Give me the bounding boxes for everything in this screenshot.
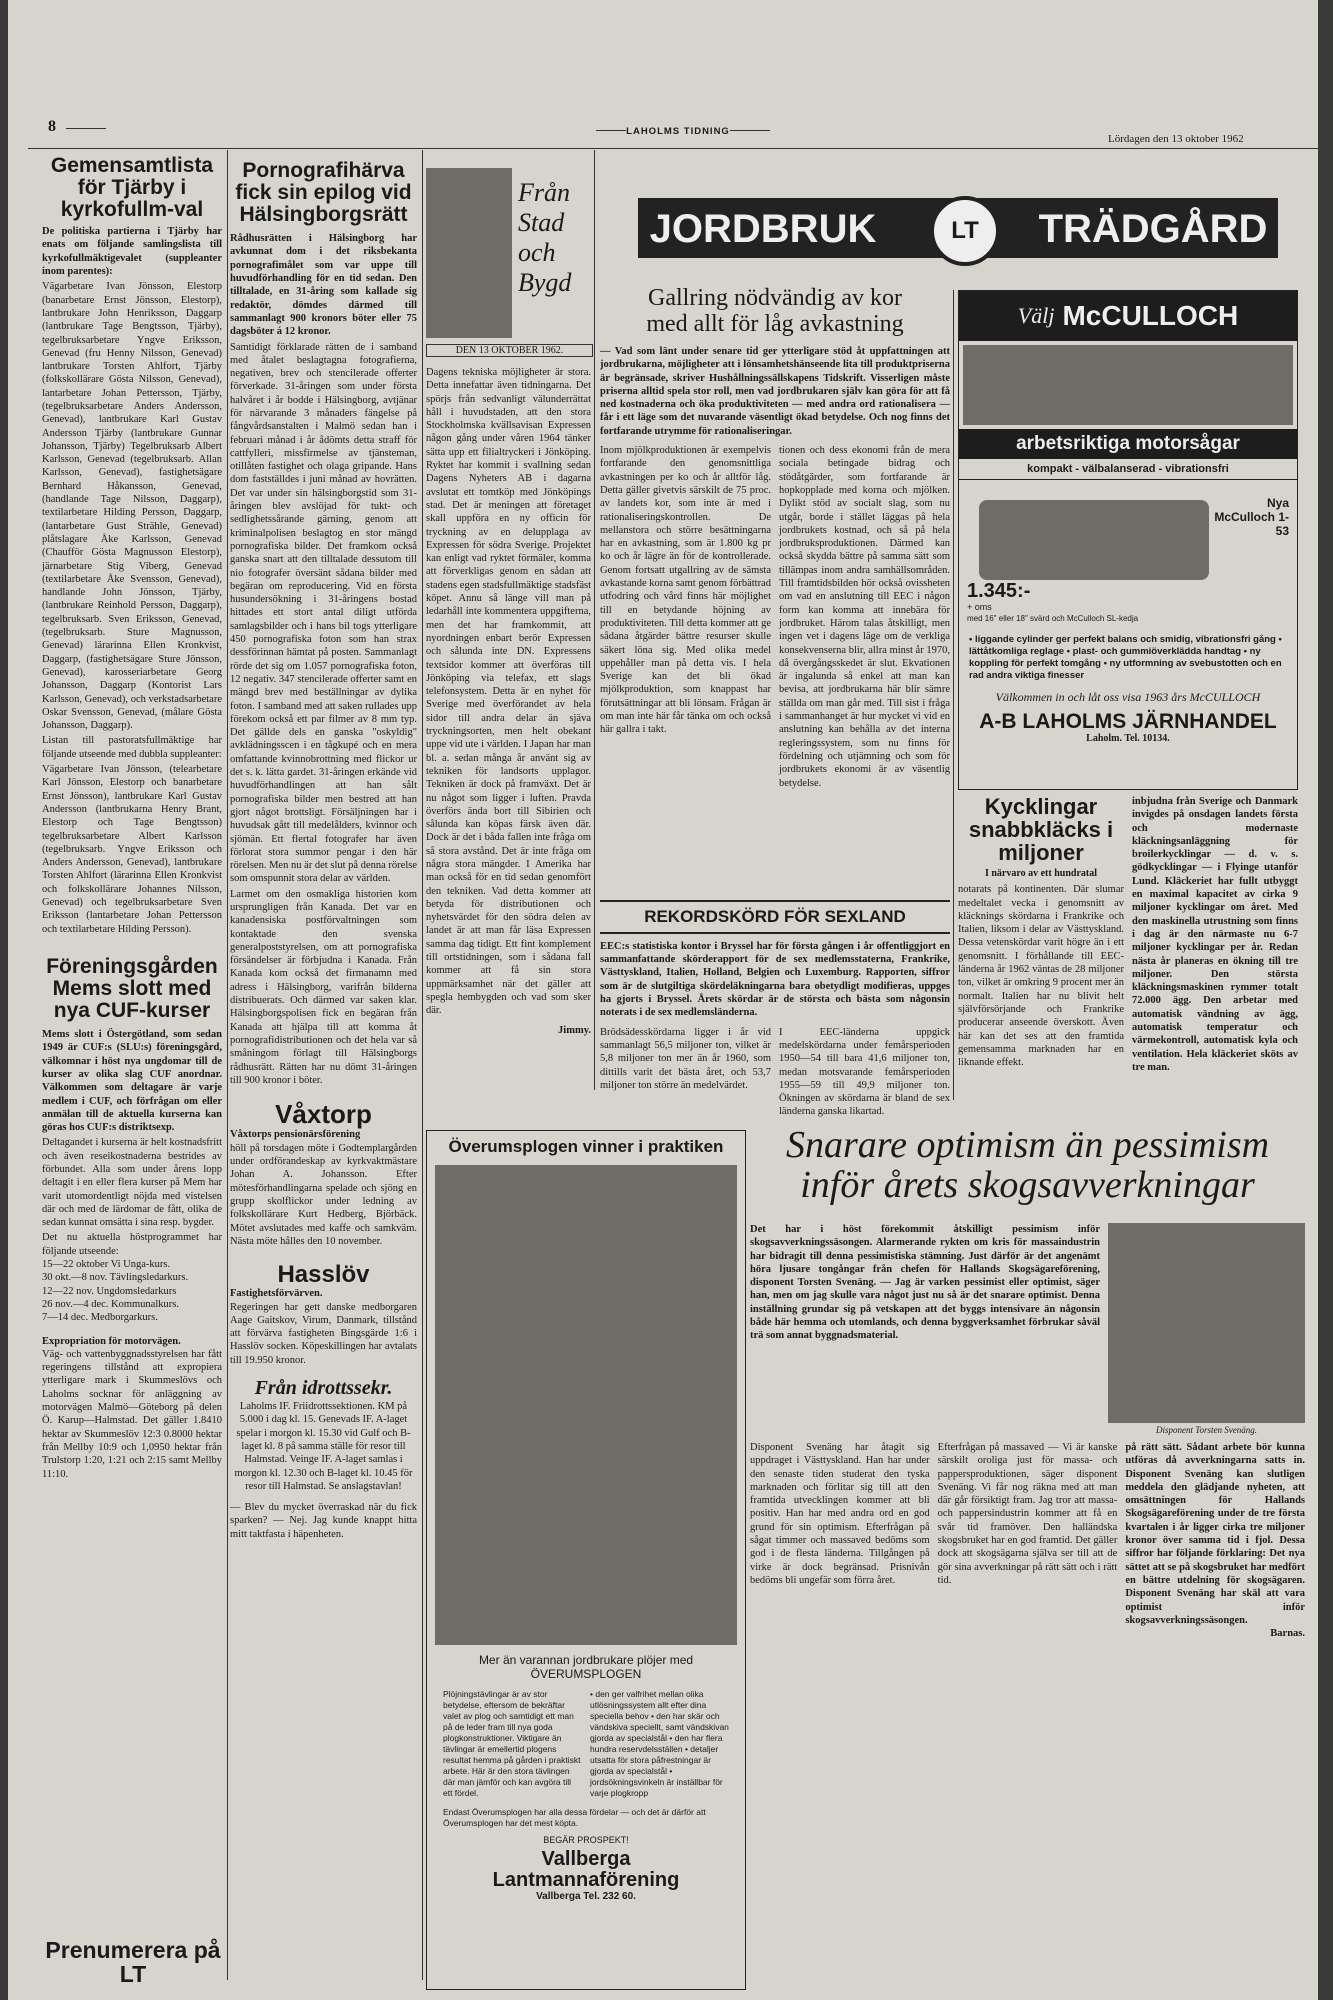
vignette	[426, 158, 591, 358]
record-columns	[600, 1026, 950, 1119]
plough-columns	[427, 1685, 745, 1803]
col-rule-1	[227, 150, 228, 1980]
schedule-item: 7—14 dec. Medborgarkurs.	[42, 1312, 158, 1324]
header-rule-left	[66, 128, 106, 129]
snarare-columns	[750, 1441, 1305, 1627]
page-date: Lördagen den 13 oktober 1962	[1108, 133, 1244, 145]
col3	[426, 158, 591, 1037]
col1-headline: Gemensamtlista för Tjärby i kyrkofullm-val	[50, 154, 214, 222]
vignette-title: Från Stad och Bygd	[518, 178, 572, 297]
snarare-signature: Barnas.	[1270, 1628, 1305, 1640]
snarare-headline2: inför årets skogsavverkningar	[800, 1164, 1255, 1206]
mcculloch-prefix: Välj	[1017, 303, 1055, 328]
kyckling-headline: Kycklingar snabbkläcks i miljoner	[968, 794, 1114, 866]
mcculloch-brand-bar	[959, 291, 1297, 341]
header-rule-mid-b	[730, 130, 770, 131]
newspaper-page	[8, 0, 1318, 2000]
gallring-columns	[600, 444, 950, 790]
col2-body2: Larmet om den osmakliga historien kom ursprungligen från Kanada. Det var en kanadensiska postförvaltningen som kontaktade den svenska generalpoststyrelsen, om att pornografiska försändelser är förbjudna i Kanada. Från Kanada kom också det firmanamn med adress i Hälsingborg, varifrån bilderna distribuerats. Och därmed var saken klar. Hälsingborgspolisen fick en begäran från Kanada att hjälpa till att komma åt pornografidistributionen och det hela var så småningom förlagt till Hälsingborgs rådhusrätt. Rätten har nu dömt 31-åringen till 900 kronor i böter.	[230, 888, 417, 1086]
snarare-body-right: på rätt sätt. Sådant arbete bör kunna utföras då avverkningarna satts in. Disponent Svenäng kan slutligen meddela den glädjande nyheten, att omsättningen för Hallands Skogsägareförening under de tre första kvartalen i år ligger cirka tre miljoner kronor över samma tid i fjol. Dessa siffror har följande förklaring: Det nya sättet att se på skogsbruket har medfört en bättre utdelning för skogsägaren. Disponent Svenäng har skäl att vara optimist inför skogsavverkningssäsongen.	[1125, 1442, 1306, 1626]
mcculloch-ad	[958, 290, 1298, 790]
gallring-headline2: med allt för låg avkastning	[646, 311, 904, 337]
snarare-top	[750, 1223, 1305, 1435]
col2	[230, 160, 417, 1541]
plough-col-left: Plöjningstävlingar är av stor betydelse, eftersom de bekräftar valet av plog och samtidigt ett man på de leder fram till nya goda plogkonstruktioner. Viktigare än tävlingar är emellertid plogens resultat hemma på gården i praktiskt arbete. Här är den stora tävlingen där man jämför och kan avgöra till ett fördel.	[443, 1689, 581, 1798]
chainsaw-area	[959, 480, 1297, 630]
col1-expro-title: Expropriation för motorvägen.	[42, 1335, 181, 1347]
mcculloch-welcome: Välkommen in och låt oss visa 1963 års McCULLOCH	[995, 690, 1261, 704]
plough-subhead: Mer än varannan jordbrukare plöjer med ÖVERUMSPLOGEN	[478, 1653, 694, 1681]
vaxtorp-sub: Våxtorps pensionärsförening	[230, 1129, 361, 1141]
vaxtorp-body: höll på torsdagen möte i Godtemplargården under ordförandeskap av kyrkvaktmästare Johan A. Johansson. Efter mötesförhandlingarna spelade och sjöng en grupp skolflickor under ledning av folkskollärare Kurt Hedberg, Björbäck. Mötet avslutades med kaffe och samkväm. Nästa möte hålles den 10 november.	[230, 1142, 417, 1247]
header-rule	[28, 148, 1318, 149]
banner-left: JORDBRUK	[649, 207, 877, 251]
snarare-body-middle: Efterfrågan på massaved — Vi är kanske särskilt oroliga just för massa- och pappersproduktionen, säger disponent Svenäng. Vi får nog räkna med att man där går försiktigt fram. Jag tror att massa- och pappersindustrin kommer att få en svår tid framöver. Den halländska skogsbruket har en god framtid. Det gäller dock att skogsägarna själva ser till att de gör sina avverkningar på rätt sätt och i rätt tid.	[937, 1442, 1118, 1586]
subscribe-ad: Prenumerera på LT	[45, 1937, 221, 1988]
gallring-body-left: Inom mjölkproduktionen är exempelvis fortfarande den genomsnittliga avkastningen per ko och år alltför låg. Detta gäller givetvis särskilt de 75 proc. av landets kor, som inte är med i rationaliseringskontrollen. De mellanstora och större besättningarna har en avkastning, som är 1.800 kg pr ko och år lägre än för de kontrollerade. Genom fortsatt utgallring av de sämsta avkastande korna samt genom förbättrad utfodring och vård finns här möjlighet till en betydande höjning av produktiviteten. Till detta kommer att ge sådana åtgärder bättre resurser skulle säkert löna sig. Med olika medel uppehåller man på detta vis. I hela Sverige kan det bli ökad mjölkproduktion, som knappast har förutsättningar att bli lönsam. Frågan är om man inte här får tänka om och också här gallra i takt.	[600, 445, 771, 736]
col1-lead: De politiska partierna i Tjärby har enats om följande samlingslista till kyrkofullmäktigevalet (suppleanter inom parentes):	[42, 226, 222, 278]
chainsaw-illustration	[979, 500, 1209, 580]
vignette-date: DEN 13 OKTOBER 1962.	[426, 344, 593, 357]
record-headline: REKORDSKÖRD FÖR SEXLAND	[600, 900, 950, 934]
plough-cta: BEGÄR PROSPEKT!	[543, 1835, 629, 1845]
plough-col-right: • den ger valfrihet mellan olika utlösningssystem allt efter dina speciella behov • den har skär och vändskiva speciellt, samt vändskivan gjorda av specialstål • den har flera hundra reservdelsställen • detaljer utsatta för stora påfrestningar är gjorda av specialstål • jordsökningsvinkeln är inställbar för varje plogkropp	[590, 1689, 729, 1798]
lumberjack-illustration	[963, 345, 1293, 425]
col-rule-2	[422, 150, 423, 1980]
mcculloch-brand: McCULLOCH	[1062, 300, 1239, 331]
schedule-item: 30 okt.—8 nov. Tävlingsledarkurs.	[42, 1272, 189, 1284]
col3-body: Dagens tekniska möjligheter är stora. Detta innefattar även tidningarna. Det spörjs från sedvanligt välunderrättat håll i huvudstaden, att den stora Stockholmska kvällsavisan Expressen någon gång under våren 1964 tänker sätta upp ett filialtryckeri i Jönköping. Ryktet har kommit i svallning sedan Dagens Nyheters AB i dagarna avslutat ett tomtköp med Jönköpings stad. Det är meningen att företaget skall uppföra en ny officin för tryckning av en delupplaga av Expressen för södra Sverige. Projektet kan enligt vad ryktet förmäler, komma att förverkligas genom en sådan att stadens egen stadsfullmäktige stadsfäst köpet. Annu så länge vill man på ledarhåll inte kommentera uppgifterna, men det har framkommit, att nyordningen enbart berör Expressen och sålunda inte DN. Expressens textsidor kommer att överföras till Jönköping via telefax, ett slags telefonsystem. Detta är en nyhet för Sverige med överförandet av hela sidor till andra delar än sjäva tryckningsorten, men helt obekant uppe vid ute i världen. I Japan har man bl. a. sedan många år använt sig av tekniken för landsorts upplagor. Tekniken är dock på framväxt. Det är nu något som ligger i luften. Pravda överförs ända bort till Sibirien och sålunda kan köpas färsk även där. Dock är det i båda fallen inte fråga om så stora avstånd. Det är inte fråga om några stora mängder. I Amerika har man också för en tid sedan genomfört den tekniken. Vad detta kommer att betyda för distributionen och nyhetsvärdet för den södra delen av landet är att man får läsa Expressen samma dag tidigt. Ett fint komplement till ortstidningen, som i sådana fall kommer att få sin stora uppmärksamhet när det gäller att spegla hembygden och vad som sker där.	[426, 367, 591, 1017]
snarare-lead: Det har i höst förekommit åtskilligt pessimism inför skogsavverkningssäsongen. Alarmerande rykten om kris för massaindustrin har bidragit till denna pessimistiska stämning. Just därför är det angenämt höra ljusare tongångar från chefen för Hallands Skogsägareförening, disponent Torsten Svenäng. — Jag är varken pessimist eller optimist, säger han, men om jag skulle vara något just nu så är det snarare optimist. Denna inställning grundar sig på vetskapen att det byggs intensivare än någonsin både här hemma och utomlands, och denna byggverksamhet förbrukar såväl trä som annat byggnadsmaterial.	[750, 1224, 1100, 1342]
article-snarare	[750, 1125, 1305, 1640]
mcculloch-band2: kompakt - välbalanserad - vibrationsfri	[959, 459, 1297, 480]
hasslov-body: Regeringen har gett danske medborgaren Aage Gaitskov, Virum, Danmark, tillstånd att förvärva fastigheten Bingsgärde 1:6 i Hasslöv socken. Köpeskillingen har avtalats till 19.950 kronor.	[230, 1301, 417, 1366]
snarare-photo-block	[1108, 1223, 1305, 1435]
mcculloch-features: • liggande cylinder ger perfekt balans och smidig, vibrationsfri gång • lättåtkomliga reglage • plast- och gummiöverklädda handtag • ny koppling för perfekt tomgång • ny utformning av svebustotten och en rad andra viktiga finesser	[969, 634, 1282, 681]
col2-body: Samtidigt förklarade rätten de i samband med åtalet beslagtagna fotografierna, negativen, brev och stencilerade offerter förverkade. 31-åringen som under första halvåret i år bodde i Hälsingborg, avtjänar för närvarande 3 månaders fängelse på fångvårdsanstalten i Malmö sedan han i februari månad i år ådömts detta straff för cattfylleri, missfirmelse av tjänsteman, otillåten fastighet och olaga gripande. Hans dom fastställdes i juni månad av hovrätten. Det var under sin hälsingborgstid som 31-åringen blev avslöjad för tukt- och sedlighetssårande gärning, genom att kriminalpolisen beslagtog en stor mängd pornografiska bilder. Det framkom också ganska snart att den tilltalade dessutom till nio fotografer översänt sådana bilder med begäran om reproducering. Vid en första husundersökning i 31-åringens bostad hittades ett stort antal diligt utförda samlagsbilder och i hans bil togs ytterligare 450 pornografiska foton som han strax dessförinnan hämtat på posten. Sammanlagt rörde det sig om 1.057 pornografiska foton, 12 negativ. 347 stencilerade offerter samt en mängd brev med beställningar av dylika foton. I samband med att saken rullades upp förekom också ett par filmer av 8 mm typ. Det gällde dels en ganska "oskyldig" avklädningsscen i en tågkupé och en mera omfattande kvinnobrottning med flickor ur det s. k. lätta gardet. 31-åringen erkände vid huvudförhandlingen att han sålt pornografiska bilder men bestred att han gjort något brottsligt. Försäljningen har i huvudsak gått till medelålders, kvinnor och sjömän. Ett flertal fotografer har även förlorat stora summor pengar i den här rörelsen. Men nu är det slut på denna rörelse som omspunnit stora delar av världen.	[230, 341, 417, 885]
tractor-photo	[435, 1165, 737, 1645]
snarare-body-left: Disponent Svenäng har åtagit sig uppdraget i Västtyskland. Han har under den senaste tiden studerat den tyska marknaden och förlitar sig till att den framtida utvecklingen kommer att bli positiv. Han har med andra ord en god grund för sin optimism. Efterfrågan på sågat timmer och massaved bedöms som god i de flesta länderna. Tillgången på virke är dock begränsad. Prisnivån bedöms bli ungefär som förra året.	[750, 1442, 930, 1586]
col1-schedule	[42, 1258, 222, 1324]
gallring-headline1: Gallring nödvändig av kor	[648, 285, 902, 311]
col1-body1: Vägarbetare Ivan Jönsson, Elestorp (banarbetare Ernst Jönsson, Elestorp), lantbrukare John Henriksson, Daggarp (lantbrukare Tage Bengtsson, Tjärby), tegelbruksarbetare Yngve Eriksson, Genevad (fru Henny Nilsson, Genevad) lantbrukare Torsten Ahlfort, Tjärby (folkskollärare Gösta Nilsson, Genevad), lantarbetare Johan Pettersson, Tjärby, (tegelbruksarbetare Anders Andersson, Genevad), lantbrukare Karl Gustav Andersson Tjärby (lantbrukare Gunnar Johansson, Tjärby) Tegelbruksarb Albert Karlsson, Genevad (tegelbruksarb. Allan Karlsson, Genevad), fastighetsägare Bernhard Håkansson, Genevad, (handlande Tage Nilsson, Daggarp), textilarbetare Hilding Persson, Daggarp, (lantarbetare Gust Strähle, Genevad) plåtslagare Åke Karlsson, Genevad (Chaufför Gösta Magnusson Elestorp), järnarbetare Stig Viberg, Genevad (textilarbetare Åke Svensson, Genevad), handlande John Jönsson, Tjärby, (lantbrukare Reinhold Persson, Daggarp), tegelbruksarb. Sven Eriksson, Genevad, (tegelbruksarb. Sture Magnusson, Genevad) lärarinna Ellen Kronkvist, Daggarp, (fastighetsägare Sture Jönsson, Genevad), karosseriarbetare Georg Johansson, Daggarp (Kontorist Lars Karlsson, Genevad), och verkstadsarbetare Oskar Svensson, Genevad, (målare Gösta Johansson, Daggarp).	[42, 281, 222, 732]
plough-bottom: Endast Överumsplogen har alla dessa fördelar — och det är därför att Överumsplogen har det mest köpta.	[443, 1807, 706, 1828]
mcculloch-price-detail: med 16" eller 18" svärd och McCulloch SL-kedja	[967, 614, 1139, 623]
mcculloch-dealer-contact: Laholm. Tel. 10134.	[1086, 733, 1170, 745]
vaxtorp-title: Våxtorp	[275, 1099, 372, 1130]
bottom-note: — Blev du mycket överraskad när du fick sparken? — Nej. Jag kunde knappt hitta mitt taktfasta i häpenheten.	[230, 1502, 417, 1540]
col-rule-3	[594, 150, 595, 1090]
mcculloch-model: Nya McCulloch 1-53	[1214, 496, 1289, 538]
snarare-headline1: Snarare optimism än pessimism	[785, 1124, 1270, 1166]
schedule-item: 15—22 oktober Vi Unga-kurs.	[42, 1259, 171, 1271]
gallring-body-right: tionen och dess ekonomi från de mera sociala betingade bidrag och stödåtgärder, som fortfarande är hopkopplade med korna och mjölken. Dylikt stöd av socialt slag, som nu utgår, borde i stället läggas på hela jordbrukets kostnad, och så på hela jordbruksproduktionen. Därmed kan också skydda bättre på samma sätt som tillämpas inom andra samhällsområden. Till framtidsbilden hör också ovissheten om vad en anslutning till EEC i någon form kan komma att innebära för jordbruket. Härom talas åtskilligt, men ingen vet i dagens läge om de verkliga konsekvenserna blir, allra minst år 1970, då övergångsskedet är slut. Ekvationen är ingalunda så enkel att man kan bevisa, att jordbrukarna här blir sämre ställda om man går med. Till sist i fråga i sammanhanget är hur mycket vi vid en anslutning kan behålla av det interna regleringssystem, som nu finns för fördelning och utjämning och som för jordbrukets ekonomi är av väsentlig betydelse.	[779, 445, 950, 789]
col1-headline2: Föreningsgården Mems slott med nya CUF-kurser	[46, 954, 218, 1022]
plough-dealer-tel: Vallberga Tel. 232 60.	[536, 1891, 636, 1902]
schedule-item: 26 nov.—4 dec. Kommunalkurs.	[42, 1298, 179, 1310]
gallring-lead: — Vad som länt under senare tid ger ytterligare stöd åt uppfattningen att jordbrukarna, möjligheter att i lönsamhetshänseende lita till produktpriserna är begränsade, skriver Hushållningssällskapens Tidskrift. Visserligen måste priserna alltid spela stor roll, men vad jordbrukaren själv kan göra för att få ned kostnaderna och öka produktiviteten — med andra ord rationalisera — får i ett läge som det nuvarande väsentligt ökad betydelse. Och nog finns det fortfarande utrymme för rationaliseringar.	[600, 346, 950, 437]
record-body-right: I EEC-länderna uppgick medelskördarna under femårsperioden 1950—54 till bara 41,6 miljoner ton, medan motsvarande femårsperioden 1955—59 till 49,9 miljoner ton. Ökningen av skördarna är bland de sex länderna ganska likartad.	[779, 1026, 950, 1118]
sport-title: Från idrottssekr.	[254, 1377, 393, 1400]
kyckling-body-right: inbjudna från Sverige och Danmark invigdes på onsdagen landets första och modernaste kläckningsanläggning för broilerkycklingar — d. v. s. gödkycklingar — i Flyinge utanför Lund. Kläckeriet har fullt utbyggt en maximal kapacitet av cirka 9 miljoner kycklingar om året. Med den maskinella utrustning som finns i dag är den närmaste nu 6-7 miljoner kycklingar per år. Redan nästa år planeras en ökning till tre miljoner. Den största kläckningsmaskinen rymmer totalt 72.000 ägg. Den arbetar med automatisk vändning av ägg, automatisk temperatur och värmekontroll, automatisk kyla och ventilation. Hela kläckeriet sköts av tre man.	[1132, 796, 1298, 1073]
col1	[42, 155, 222, 1481]
record-body-left: Brödsädesskördarna ligger i år vid sammanlagt 56,5 miljoner ton, vilket är 5,8 miljoner ton mer än år 1960, som dittills varit det bästa året, och 53,7 miljoner ton större än medelvärdet.	[600, 1026, 771, 1091]
hasslov-title: Hasslöv	[277, 1261, 370, 1289]
col1-body5: Det nu aktuella höstprogrammet har följande utseende:	[42, 1232, 222, 1257]
article-record	[600, 900, 950, 1119]
mcculloch-price-note: + oms	[967, 602, 992, 612]
mcculloch-band1: arbetsriktiga motorsågar	[959, 429, 1297, 459]
kyckling-columns	[958, 795, 1298, 1074]
col1-body3: Vägarbetare Ivan Jönsson, (telearbetare Karl Jönsson, Elestorp och banarbetare Ernst Jönsson), lantbrukare Karl Gustav Andersson (lantbrukarna Henry Brant, Elestorp och Tage Bengtsson) tegelbruksarbetare Albert Karlsson (tegelbruksarb. Yngve Eriksson och Anders Andersson, Genevad), lantbrukare Torsten Ahlfort (lärarinna Ellen Kronkvist och folkskollärare Johannes Nilsson, Genevad) och tegelbruksarbetare Sven Eriksson (lantarbetare Johan Pettersson och textilarbetare Hilding Persson).	[42, 764, 222, 935]
col2-lead: Rådhusrätten i Hälsingborg har avkunnat dom i det riksbekanta pornografimålet som var uppe till huvudförhandling för en tid sedan. Den tilltalade, en 31-åring som kallade sig redaktör, dömdes därmed till sammanlagt 900 kronors böter eller 75 dagsböter á 12 kronor.	[230, 233, 417, 338]
mcculloch-price: 1.345:-	[967, 580, 1031, 602]
plough-headline: Överumsplogen vinner i praktiken	[448, 1137, 724, 1156]
header-rule-mid-a	[596, 130, 626, 131]
mcculloch-dealer: A-B LAHOLMS JÄRNHANDEL	[979, 710, 1277, 733]
col2-headline: Pornografihärva fick sin epilog vid Hälsingborgsrätt	[235, 159, 412, 227]
portrait-photo	[1108, 1223, 1305, 1423]
page-number: 8	[48, 118, 56, 135]
kyckling-sub: I närvaro av ett hundratal	[984, 868, 1098, 880]
kyckling-left	[958, 795, 1124, 1074]
col1-body6: Väg- och vattenbyggnadsstyrelsen har fått regeringens tillstånd att expropiera ytterligare mark i Skummeslövs och Laholms socknar för anläggning av motorvägen Malmö—Göteborg på delen Ö. Karup—Halmstad. Det gäller 1.8410 hektar av Skummeslöv 12:3 0.8000 hektar från Mellby 10:9 och 1,0950 hektar från Trulstorp 1:20, 1:21 och 2:15 samt Mellby 11:10.	[42, 1348, 222, 1480]
col1-body4: Deltagandet i kurserna är helt kostnadsfritt och även reseikostnaderna bestrides av förbundet. Alla som under årens lopp deltagit i en eller flera kurser på Mem har varit utomordentligt nöjda med vistelsen där och med de lärdomar de fått, olika de sedan kunnat omsätta i sina resp. bygder.	[42, 1137, 222, 1229]
article-gallring	[600, 285, 950, 790]
hasslov-sub: Fastighetsförvärven.	[230, 1288, 323, 1300]
paper-name: LAHOLMS TIDNING	[626, 126, 730, 137]
plough-dealer: Vallberga Lantmannaförening	[492, 1848, 680, 1891]
section-banner	[638, 158, 1278, 270]
col-rule-4	[953, 290, 954, 1100]
col1-lead2: Mems slott i Östergötland, som sedan 1949 är CUF:s (SLU:s) föreningsgård, välkomnar i höst nya ungdomar till de kurser av olika slag CUF anordnar. Välkommen som deltagare är varje medlem i CUF, och förfrågan om eller anmälan till de aktuella kurserna kan göras hos CUF:s distriktsexp.	[42, 1029, 222, 1134]
portrait-caption: Disponent Torsten Svenäng.	[1156, 1425, 1257, 1435]
col1-body2: Listan till pastoratsfullmäktige har följande utseende med dubbla suppleanter:	[42, 735, 222, 760]
banner-right: TRÄDGÅRD	[1038, 207, 1268, 251]
article-kyckling	[958, 795, 1298, 1074]
record-lead: EEC:s statistiska kontor i Bryssel har för första gången i år offentliggjort en sammanfattande skörderapport för de sex medlemsstaterna, Frankrike, Västtyskland, Italien, Holland, Belgien och Luxemburg. Rapporten, siffror som är de slutgiltiga skördeläkningarna bara obetydligt modifieras, uppges ha gjorts i Bryssel. Årets skördar är de största och bästa som någonsin noterats i de sex medlemsländerna.	[600, 940, 950, 1019]
banner-logo: LT	[930, 196, 1000, 266]
sport-body: Laholms IF. Friidrottssektionen. KM på 5.000 i dag kl. 15. Genevads IF. A-laget spelar i morgon kl. 15.30 vid Gulf och B-laget kl. 8 på samma ställe för resor till Halmstad. Veinge IF. A-laget samlas i morgon kl. 12.30 och B-laget kl. 10.45 för resor till Halmstad. Se anslagstavlan!	[234, 1401, 413, 1492]
schedule-item: 12—22 nov. Ungdomsledarkurs	[42, 1285, 177, 1297]
kyckling-body: notarats på kontinenten. Där slumar medeltalet vecka i genomsnitt av kläcknings skördarna i Frankrike och Italien, liksom i delar av Västtyskland. Dessa vetenskördar varit högre än i ett genomsnitt. I förhållande till EEC-länderna år 1962 väntas de 28 miljoner ton, vilket är omkring 9 procent mer än normalt. Italien har nu blivit helt självförsörjande och Frankrike producerar anseende överskott. Även här kan det ses att den framtida gemensamma marknaden har en liknande effekt.	[958, 884, 1124, 1069]
overumsplogen-ad	[426, 1130, 746, 1990]
vignette-illustration	[426, 168, 512, 338]
col3-signature: Jimmy.	[558, 1024, 591, 1036]
